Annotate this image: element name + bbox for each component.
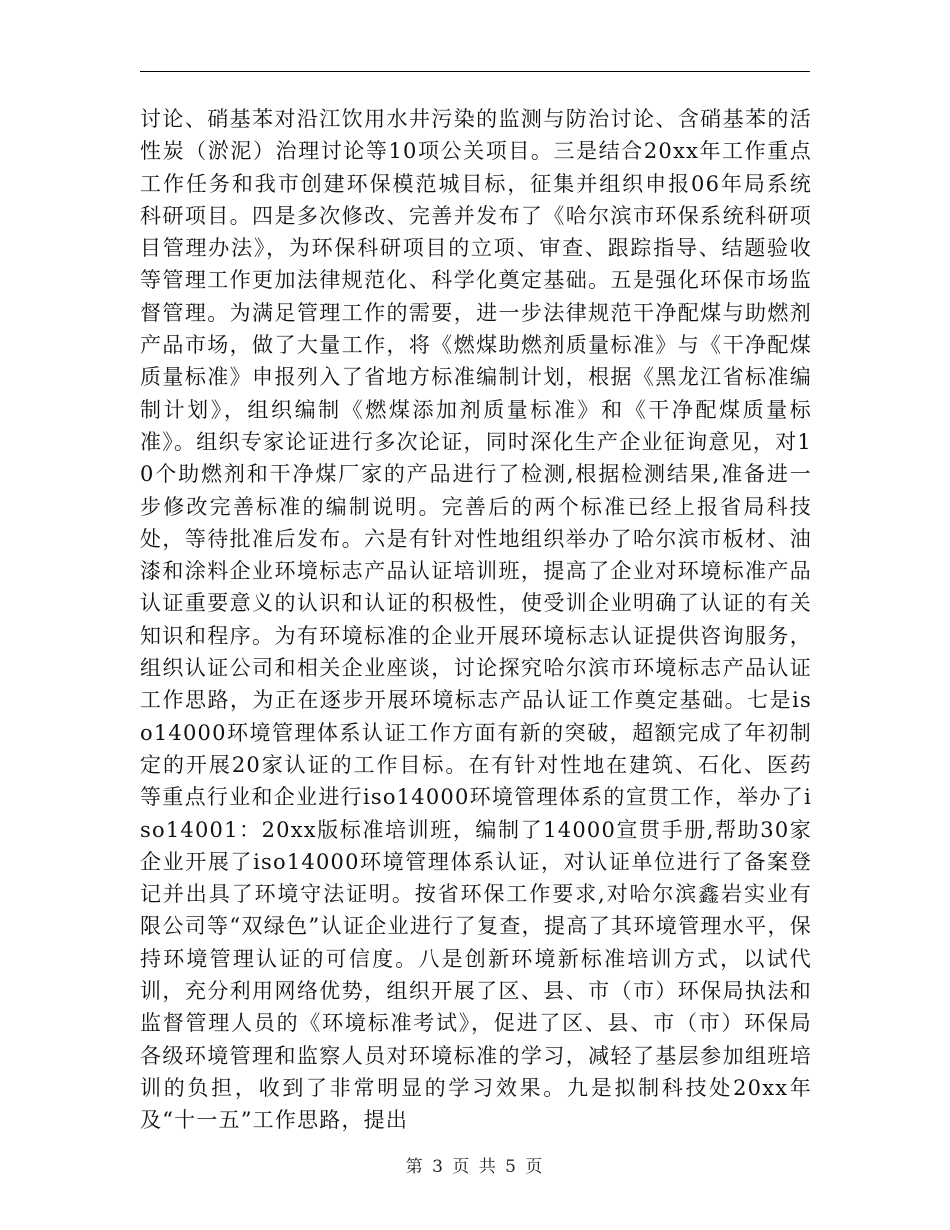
header-rule bbox=[140, 71, 810, 72]
page-footer: 第 3 页 共 5 页 bbox=[405, 1157, 545, 1177]
body-paragraph: 讨论、硝基苯对沿江饮用水井污染的监测与防治讨论、含硝基苯的活性炭（淤泥）治理讨论等10项公关项目。三是结合20xx年工作重点工作任务和我市创建环保模范城目标，征集并组织申报06年局系统科研项目。四是多次修改、完善并发布了《哈尔滨市环保系统科研项目管理办法》，为环保科研项目的立项、审查、跟踪指导、结题验收等管理工作更加法律规范化、科学化奠定基础。五是强化环保市场监督管理。为满足管理工作的需要，进一步法律规范干净配煤与助燃剂产品市场，做了大量工作，将《燃煤助燃剂质量标准》与《干净配煤质量标准》申报列入了省地方标准编制计划，根据《黑龙江省标准编制计划》，组织编制《燃煤添加剂质量标准》和《干净配煤质量标准》。组织专家论证进行多次论证，同时深化生产企业征询意见，对10个助燃剂和干净煤厂家的产品进行了检测,根据检测结果,准备进一步修改完善标准的编制说明。完善后的两个标准已经上报省局科技处，等待批准后发布。六是有针对性地组织举办了哈尔滨市板材、油漆和涂料企业环境标志产品认证培训班，提高了企业对环境标准产品认证重要意义的认识和认证的积极性，使受训企业明确了认证的有关知识和程序。为有环境标准的企业开展环境标志认证提供咨询服务，组织认证公司和相关企业座谈，讨论探究哈尔滨市环境标志产品认证工作思路，为正在逐步开展环境标志产品认证工作奠定基础。七是iso14000环境管理体系认证工作方面有新的突破，超额完成了年初制定的开展20家认证的工作目标。在有针对性地在建筑、石化、医药等重点行业和企业进行iso14000环境管理体系的宣贯工作，举办了iso14001：20xx版标准培训班，编制了14000宣贯手册,帮助30家企业开展了iso14000环境管理体系认证，对认证单位进行了备案登记并出具了环境守法证明。按省环保工作要求,对哈尔滨鑫岩实业有限公司等“双绿色”认证企业进行了复查，提高了其环境管理水平，保持环境管理认证的可信度。八是创新环境新标准培训方式，以试代训，充分利用网络优势，组织开展了区、县、市（市）环保局执法和监督管理人员的《环境标准考试》，促进了区、县、市（市）环保局各级环境管理和监察人员对环境标准的学习，减轻了基层参加组班培训的负担，收到了非常明显的学习效果。九是拟制科技处20xx年及“十一五”工作思路，提出 bbox=[140, 107, 812, 1133]
